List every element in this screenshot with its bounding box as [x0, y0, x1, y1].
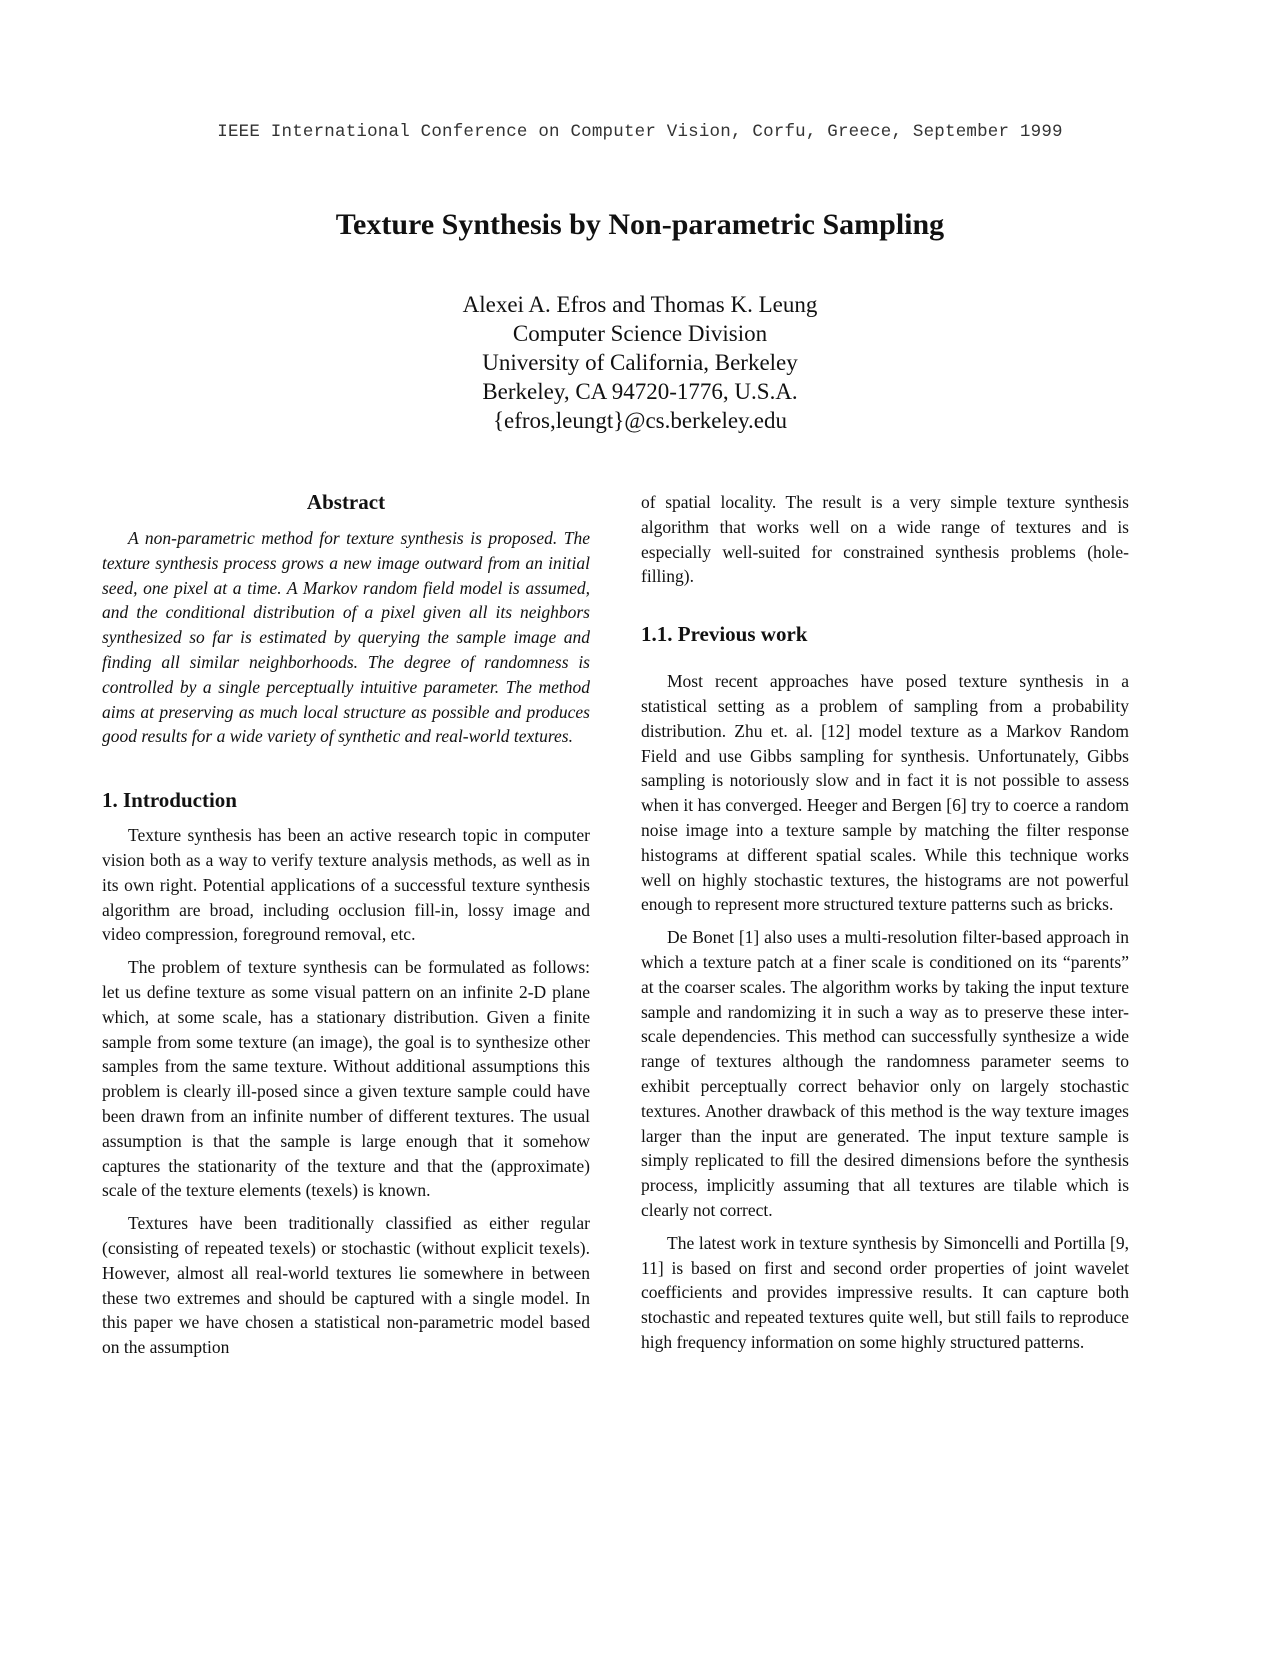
- author-email: {efros,leungt}@cs.berkeley.edu: [492, 408, 788, 433]
- introduction-heading: 1. Introduction: [102, 788, 237, 813]
- previous-work-heading: 1.1. Previous work: [641, 622, 808, 647]
- abstract-text: A non-parametric method for texture synthesis is proposed. The texture synthesis process grows a new image outward from an initial seed, one pixel at a time. A Markov random field model is assumed, and the conditional distribution of a pixel given all its neighbors synthesized so far is estimated by querying the sample image and finding all similar neighborhoods. The degree of randomness is controlled by a single perceptually intuitive parameter. The method aims at preserving as much local structure as possible and produces good results for a wide variety of synthetic and real-world textures.: [102, 528, 590, 747]
- left-column: [102, 490, 590, 1368]
- intro-continuation: of spatial locality. The result is a very simple texture synthesis algorithm that works well on a wide range of textures and is especially well-suited for constrained synthesis problems (hole-filling).: [641, 492, 1129, 587]
- previous-work-paragraph: De Bonet [1] also uses a multi-resolution filter-based approach in which a texture patch at a finer scale is conditioned on its “parents” at the coarser scales. The algorithm works by taking the input texture sample and randomizing it in such a way as to preserve these inter-scale dependencies. This method can successfully synthesize a wide range of textures although the randomness parameter seems to exhibit perceptually correct behavior only on largely stochastic textures. Another drawback of this method is the way texture images larger than the input are generated. The input texture sample is simply replicated to fill the desired dimensions before the synthesis process, implicitly assuming that all textures are tilable which is clearly not correct.: [641, 927, 1129, 1220]
- author-division: Computer Science Division: [512, 321, 768, 346]
- author-university: University of California, Berkeley: [482, 350, 798, 375]
- intro-paragraph: Textures have been traditionally classified as either regular (consisting of repeated texels) or stochastic (without explicit texels). However, almost all real-world textures lie somewhere in between these two extremes and should be captured with a single model. In this paper we have chosen a statistical non-parametric model based on the assumption: [102, 1213, 590, 1358]
- author-block: [0, 290, 1280, 435]
- conference-header: IEEE International Conference on Computer Vision, Corfu, Greece, September 1999: [217, 122, 1063, 142]
- previous-work-paragraph: Most recent approaches have posed texture synthesis in a statistical setting as a problem of sampling from a probability distribution. Zhu et. al. [12] model texture as a Markov Random Field and use Gibbs sampling for synthesis. Unfortunately, Gibbs sampling is notoriously slow and in fact it is not possible to assess when it has converged. Heeger and Bergen [6] try to coerce a random noise image into a texture sample by matching the filter response histograms at different spatial scales. While this technique works well on highly stochastic textures, the histograms are not powerful enough to represent more structured texture patterns such as bricks.: [641, 671, 1129, 915]
- author-names: Alexei A. Efros and Thomas K. Leung: [462, 292, 818, 317]
- author-address: Berkeley, CA 94720-1776, U.S.A.: [482, 379, 798, 404]
- abstract-heading: Abstract: [306, 490, 386, 514]
- intro-paragraph: The problem of texture synthesis can be formulated as follows: let us define texture as some visual pattern on an infinite 2-D plane which, at some scale, has a stationary distribution. Given a finite sample from some texture (an image), the goal is to synthesize other samples from the same texture. Without additional assumptions this problem is clearly ill-posed since a given texture sample could have been drawn from an infinite number of different textures. The usual assumption is that the sample is large enough that it somehow captures the stationarity of the texture and that the (approximate) scale of the texture elements (texels) is known.: [102, 957, 590, 1201]
- previous-work-paragraph: The latest work in texture synthesis by Simoncelli and Portilla [9, 11] is based on first and second order properties of joint wavelet coefficients and provides impressive results. It can capture both stochastic and repeated textures quite well, but still fails to reproduce high frequency information on some highly structured patterns.: [641, 1232, 1129, 1352]
- right-column: [641, 490, 1129, 1363]
- paper-title: Texture Synthesis by Non-parametric Sampling: [335, 208, 945, 241]
- intro-paragraph: Texture synthesis has been an active research topic in computer vision both as a way to verify texture analysis methods, as well as in its own right. Potential applications of a successful texture synthesis algorithm are broad, including occlusion fill-in, lossy image and video compression, foreground removal, etc.: [102, 825, 590, 945]
